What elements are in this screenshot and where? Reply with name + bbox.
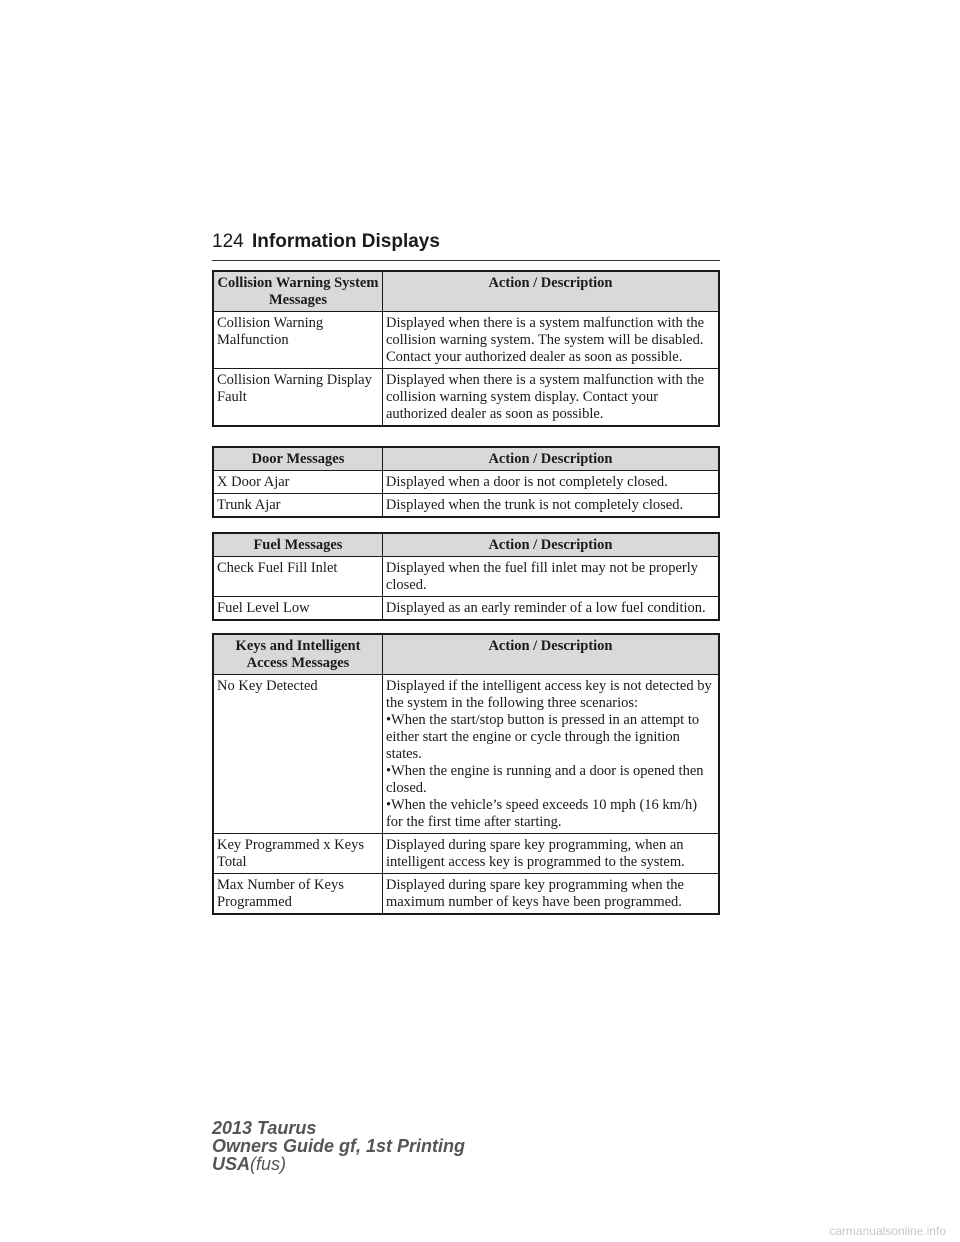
bullet-text: When the vehicle’s speed exceeds 10 mph (16 km/h) for the first time after starting. (385, 797, 698, 830)
description-cell: Displayed when there is a system malfunction with the collision warning system. The system will be disabled. Contact your authorized dealer as soon as possible. (382, 312, 719, 369)
table-header-row (213, 271, 719, 312)
table-row (213, 597, 719, 621)
description-text: Displayed if the intelligent access key is not detected by the system in the following three scenarios: (385, 678, 712, 711)
description-cell (382, 675, 719, 834)
table-row (213, 312, 719, 369)
fuel-messages-table (212, 532, 720, 621)
table-row (213, 675, 719, 834)
message-cell: No Key Detected (213, 675, 382, 834)
footer-line: 2013 Taurus (212, 1118, 317, 1138)
door-messages-table (212, 446, 720, 518)
footer-line (212, 1155, 465, 1173)
message-cell: Collision Warning Malfunction (213, 312, 382, 369)
message-cell: X Door Ajar (213, 471, 382, 494)
footer-line: Owners Guide gf, 1st Printing (212, 1136, 466, 1156)
page-number: 124 (212, 231, 244, 252)
description-cell: Displayed when the trunk is not completely closed. (382, 494, 719, 518)
print-footer (212, 1119, 465, 1173)
description-cell: Displayed during spare key programming when the maximum number of keys have been programmed. (382, 874, 719, 915)
bullet-item: •When the engine is running and a door is opened then closed. (385, 763, 704, 796)
description-cell: Displayed when the fuel fill inlet may not be properly closed. (382, 557, 719, 597)
message-cell: Max Number of Keys Programmed (213, 874, 382, 915)
table-row (213, 369, 719, 427)
table-row (213, 494, 719, 518)
message-cell: Collision Warning Display Fault (213, 369, 382, 427)
footer-code: (fus) (250, 1154, 287, 1174)
keys-messages-table (212, 633, 720, 915)
table-row (213, 471, 719, 494)
message-cell: Fuel Level Low (213, 597, 382, 621)
description-cell: Displayed when there is a system malfunction with the collision warning system display. Contact your authorized dealer as soon as possible. (382, 369, 719, 427)
table-header-row (213, 447, 719, 471)
message-cell: Key Programmed x Keys Total (213, 834, 382, 874)
bullet-text: When the engine is running and a door is opened then closed. (385, 763, 704, 796)
collision-warning-table (212, 270, 720, 427)
message-cell: Check Fuel Fill Inlet (213, 557, 382, 597)
description-cell: Displayed as an early reminder of a low fuel condition. (382, 597, 719, 621)
description-cell: Displayed during spare key programming, when an intelligent access key is programmed to the system. (382, 834, 719, 874)
bullet-text: When the start/stop button is pressed in an attempt to either start the engine or cycle through the ignition states. (385, 712, 700, 762)
table-row (213, 557, 719, 597)
column-header: Action / Description (382, 447, 719, 471)
message-cell: Trunk Ajar (213, 494, 382, 518)
table-row (213, 834, 719, 874)
column-header: Action / Description (382, 634, 719, 675)
page-header (212, 231, 720, 253)
description-cell: Displayed when a door is not completely closed. (382, 471, 719, 494)
column-header: Collision Warning System Messages (213, 271, 382, 312)
table-header-row (213, 533, 719, 557)
column-header: Action / Description (382, 533, 719, 557)
table-row (213, 874, 719, 915)
column-header: Action / Description (382, 271, 719, 312)
footer-region: USA (212, 1154, 251, 1174)
section-title: Information Displays (252, 231, 440, 252)
bullet-item: •When the start/stop button is pressed in an attempt to either start the engine or cycle through the ignition states. (385, 712, 700, 762)
header-rule (212, 260, 720, 261)
column-header: Fuel Messages (213, 533, 382, 557)
column-header: Door Messages (213, 447, 382, 471)
table-header-row (213, 634, 719, 675)
column-header: Keys and Intelligent Access Messages (213, 634, 382, 675)
bullet-item: •When the vehicle’s speed exceeds 10 mph (16 km/h) for the first time after starting. (385, 797, 698, 830)
watermark: carmanualsonline.info (829, 1224, 946, 1238)
